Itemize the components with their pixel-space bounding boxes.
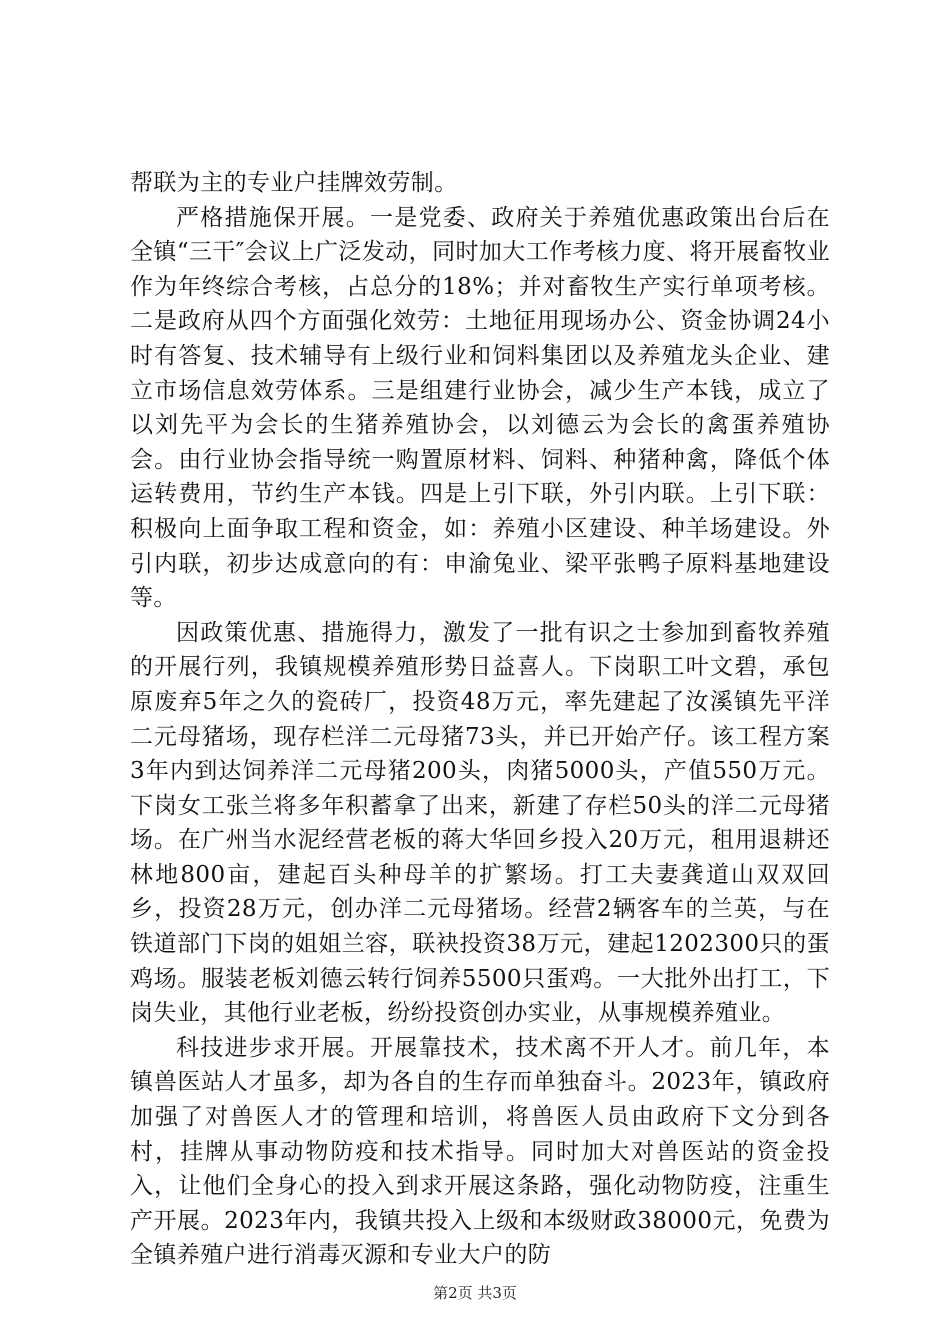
paragraph-2: 严格措施保开展。一是党委、政府关于养殖优惠政策出台后在全镇“三干″会议上广泛发动，同时加大工作考核力度、将开展畜牧业作为年终综合考核，占总分的18%；并对畜牧生产实行单项考核。二是政府从四个方面强化效劳：土地征用现场办公、资金协调24小时有答复、技术辅导有上级行业和饲料集团以及养殖龙头企业、建立市场信息效劳体系。三是组建行业协会，减少生产本钱，成立了以刘先平为会长的生猪养殖协会，以刘德云为会长的禽蛋养殖协会。由行业协会指导统一购置原材料、饲料、种猪种禽，降低个体运转费用，节约生产本钱。四是上引下联，外引内联。上引下联：积极向上面争取工程和资金，如：养殖小区建设、种羊场建设。外引内联，初步达成意向的有：申渝兔业、梁平张鸭子原料基地建设等。 [130,204,830,612]
page-footer: 第2页 共3页 [433,1284,517,1302]
paragraph-4: 科技进步求开展。开展靠技术，技术离不开人才。前几年，本镇兽医站人才虽多，却为各自的生存而单独奋斗。2023年，镇政府加强了对兽医人才的管理和培训，将兽医人员由政府下文分到各村，挂牌从事动物防疫和技术指导。同时加大对兽医站的资金投入，让他们全身心的投入到求开展这条路，强化动物防疫，注重生产开展。2023年内，我镇共投入上级和本级财政38000元，免费为全镇养殖户进行消毒灭源和专业大户的防 [130,1034,830,1269]
paragraph-1: 帮联为主的专业户挂牌效劳制。 [130,170,458,196]
document-body [130,166,830,1273]
paragraph-3: 因政策优惠、措施得力，激发了一批有识之士参加到畜牧养殖的开展行列，我镇规模养殖形势日益喜人。下岗职工叶文碧，承包原废弃5年之久的瓷砖厂，投资48万元，率先建起了汝溪镇先平洋二元母猪场，现存栏洋二元母猪73头，并已开始产仔。该工程方案3年内到达饲养洋二元母猪200头，肉猪5000头，产值550万元。下岗女工张兰将多年积蓄拿了出来，新建了存栏50头的洋二元母猪场。在广州当水泥经营老板的蒋大华回乡投入20万元，租用退耕还林地800亩，建起百头种母羊的扩繁场。打工夫妻龚道山双双回乡，投资28万元，创办洋二元母猪场。经营2辆客车的兰英，与在铁道部门下岗的姐姐兰容，联袂投资38万元，建起1202300只的蛋鸡场。服装老板刘德云转行饲养5500只蛋鸡。一大批外出打工，下岗失业，其他行业老板，纷纷投资创办实业，从事规模养殖业。 [130,619,830,1027]
